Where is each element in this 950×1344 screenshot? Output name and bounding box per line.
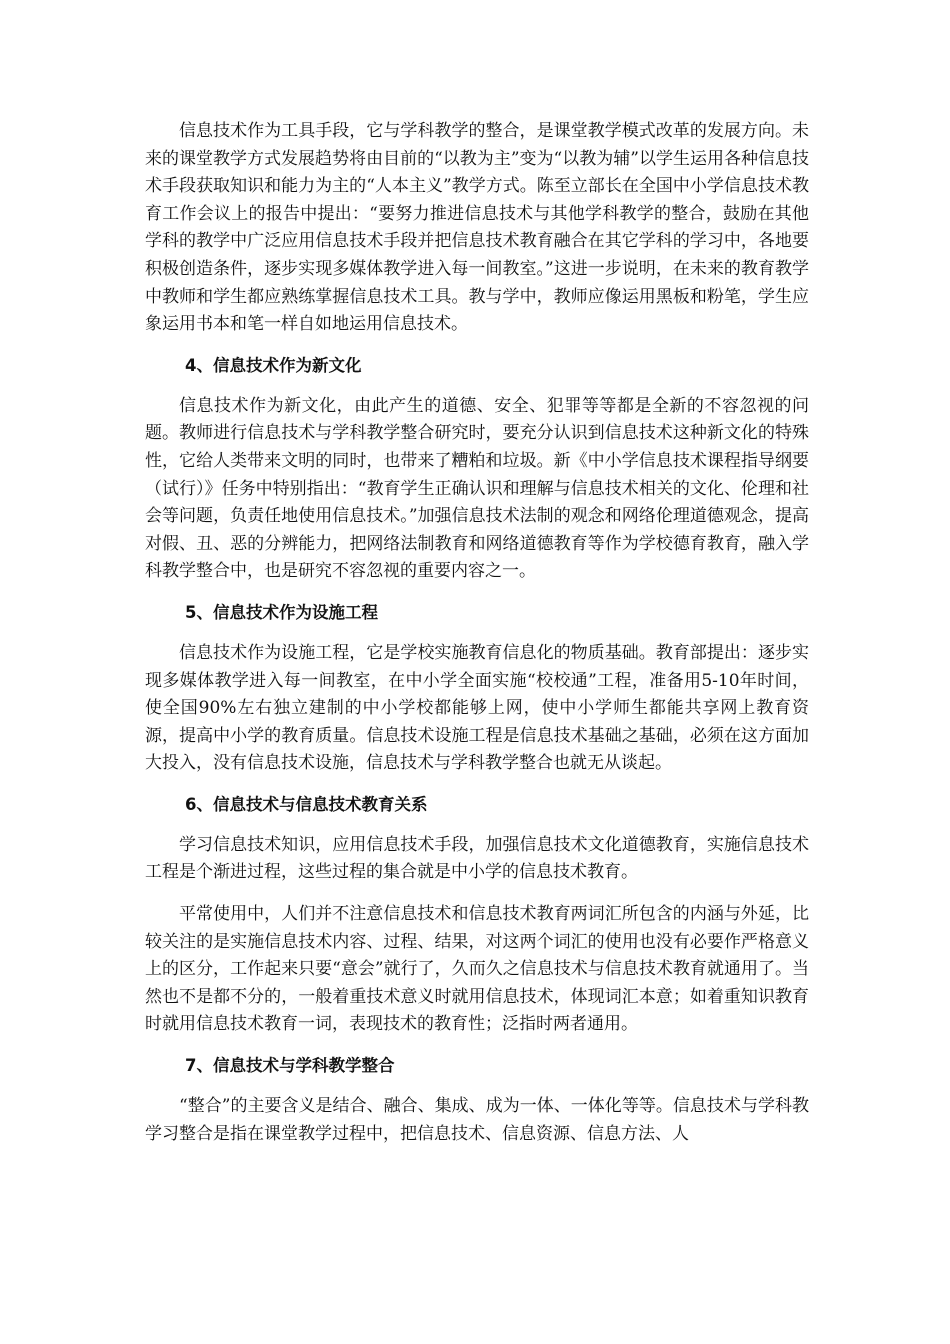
paragraph-it-education-process: 学习信息技术知识，应用信息技术手段，加强信息技术文化道德教育，实施信息技术工程是个渐进过程，这些过程的集合就是中小学的信息技术教育。: [145, 834, 809, 883]
section-heading-facility-engineering: 5、信息技术作为设施工程: [185, 602, 378, 622]
paragraph-facility-engineering: 信息技术作为设施工程，它是学校实施教育信息化的物质基础。教育部提出：逐步实现多媒体教学进入每一间教室，在中小学全面实施“校校通”工程，准备用5-10年时间，使全国90%左右独立建制的中小学校都能够上网，使中小学师生都能共享网上教育资源，提高中小学的教育质量。信息技术设施工程是信息技术基础之基础，必须在这方面加大投入，没有信息技术设施，信息技术与学科教学整合也就无从谈起。: [145, 642, 809, 774]
paragraph-it-education-usage: 平常使用中，人们并不注意信息技术和信息技术教育两词汇所包含的内涵与外延，比较关注的是实施信息技术内容、过程、结果，对这两个词汇的使用也没有必要作严格意义上的区分，工作起来只要“意会”就行了，久而久之信息技术与信息技术教育就通用了。当然也不是都不分的，一般着重技术意义时就用信息技术，体现词汇本意；如着重知识教育时就用信息技术教育一词，表现技术的教育性；泛指时两者通用。: [145, 904, 809, 1035]
paragraph-integration-meaning: “整合”的主要含义是结合、融合、集成、成为一体、一体化等等。信息技术与学科教学习整合是指在课堂教学过程中，把信息技术、信息资源、信息方法、人: [145, 1096, 809, 1144]
document-body: [145, 118, 809, 1162]
section-heading-subject-integration: 7、信息技术与学科教学整合: [185, 1056, 395, 1076]
section-heading-it-education-relation: 6、信息技术与信息技术教育关系: [185, 794, 428, 814]
paragraph-tool-means: 信息技术作为工具手段，它与学科教学的整合，是课堂教学模式改革的发展方向。未来的课堂教学方式发展趋势将由目前的“以教为主”变为“以教为辅”以学生运用各种信息技术手段获取知识和能力为主的“人本主义”教学方式。陈至立部长在全国中小学信息技术教育工作会议上的报告中提出：“要努力推进信息技术与其他学科教学的整合，鼓励在其他学科的教学中广泛应用信息技术手段并把信息技术教育融合在其它学科的学习中，各地要积极创造条件，逐步实现多媒体教学进入每一间教室。”这进一步说明，在未来的教育教学中教师和学生都应熟练掌握信息技术工具。教与学中，教师应像运用黑板和粉笔，学生应象运用书本和笔一样自如地运用信息技术。: [145, 121, 809, 335]
section-heading-new-culture: 4、信息技术作为新文化: [185, 355, 362, 375]
paragraph-new-culture: 信息技术作为新文化，由此产生的道德、安全、犯罪等等都是全新的不容忽视的问题。教师进行信息技术与学科教学整合研究时，要充分认识到信息技术这种新文化的特殊性，它给人类带来文明的同时，也带来了糟粕和垃圾。新《中小学信息技术课程指导纲要（试行）》任务中特别指出：“教育学生正确认识和理解与信息技术相关的文化、伦理和社会等问题，负责任地使用信息技术。”加强信息技术法制的观念和网络伦理道德观念，提高对假、丑、恶的分辨能力，把网络法制教育和网络道德教育等作为学校德育教育，融入学科教学整合中，也是研究不容忽视的重要内容之一。: [145, 395, 809, 582]
